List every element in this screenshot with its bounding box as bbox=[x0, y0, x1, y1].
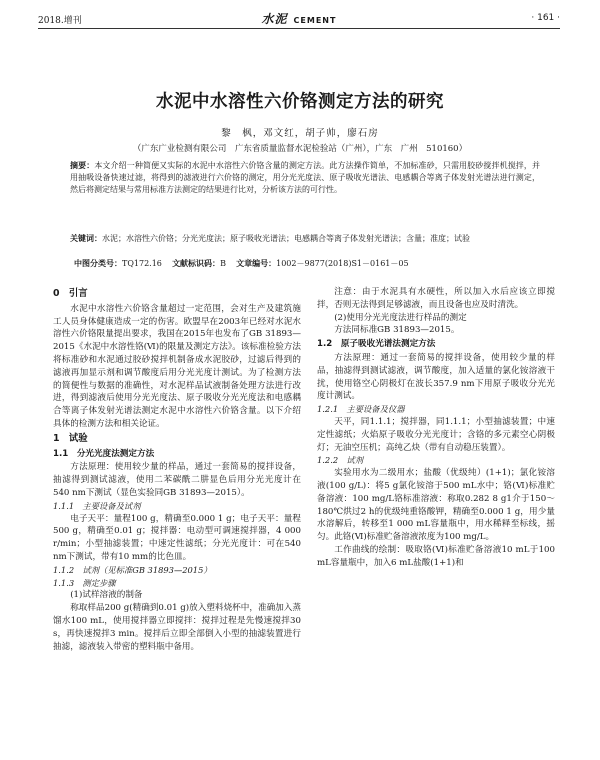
paper-title: 水泥中水溶性六价铬测定方法的研究 bbox=[156, 92, 444, 112]
affiliation: （广东广业检测有限公司 广东省质量监督水泥检验站（广州），广东 广州 510160） bbox=[132, 144, 468, 154]
subsubsection-heading: 1.1.1 主要设备及试剂 bbox=[53, 500, 141, 511]
subsubsection-heading: 1.1.3 测定步骤 bbox=[53, 577, 116, 588]
paragraph: 工作曲线的绘制：吸取铬(Ⅵ)标准贮备溶液10 mL于100 mL容量瓶中，加入6 mL盐酸(1+1)和 bbox=[317, 544, 555, 568]
clc-label: 中图分类号： bbox=[74, 259, 122, 268]
paragraph: 电子天平：量程100 g，精确至0.000 1 g；电子天平：量程500 g，精确至0.01 g；搅拌器：电动型可调速搅拌器，4 000 r/min；小型抽滤装置；中速定性滤纸；分光光度计：可在540 nm下测试，带有10 mm的比色皿。 bbox=[53, 513, 301, 562]
doc-code-value: B bbox=[220, 259, 226, 268]
journal-logo bbox=[262, 10, 337, 27]
section-heading: 0 引言 bbox=[53, 288, 88, 299]
classification-line bbox=[74, 258, 544, 269]
left-column bbox=[53, 286, 301, 653]
paragraph: 天平，同1.1.1；搅拌器，同1.1.1；小型抽滤装置；中速定性滤纸；火焰原子吸收分光光度计；含铬的多元素空心阴极灯；无油空压机；高纯乙炔（带有自动稳压装置）。 bbox=[317, 416, 555, 453]
running-header bbox=[38, 10, 560, 29]
article-id-label: 文章编号： bbox=[236, 259, 277, 268]
subsection-heading: 1.2 原子吸收光谱法测定方法 bbox=[317, 339, 436, 350]
keywords bbox=[70, 233, 540, 245]
logo-cn: 水泥 bbox=[261, 12, 288, 26]
logo-en: CEMENT bbox=[293, 16, 337, 25]
paragraph: 实验用水为二级用水；盐酸（优级纯）(1+1)；氯化铵溶液(100 g/L)：将5 g氯化铵溶于500 mL水中；铬(Ⅵ)标准贮备溶液：100 mg/L铬标准溶液：称取0.282 8 g1介于150～180℃烘过2 h的优级纯重铬酸钾，精确至0.000 1 g，用少量水溶解后，转移至1 000 mL容量瓶中，用水稀释至标线，摇匀。此铬(Ⅵ)标准贮备溶液浓度为100 mg/L。 bbox=[317, 468, 555, 543]
authors: 黎 枫，邓文红，胡子帅，廖石房 bbox=[221, 128, 379, 139]
paragraph: 方法同标准GB 31893—2015。 bbox=[334, 325, 460, 336]
abstract bbox=[70, 160, 540, 197]
paragraph: (2)使用分光光度法进行样品的测定 bbox=[334, 312, 467, 323]
paragraph: 水泥中水溶性六价铬含量超过一定范围，会对生产及建筑施工人员身体健康造成一定的伤害。欧盟早在2003年已经对水泥水溶性六价铬限量提出要求，我国在2015年也发布了GB 31893—2015《水泥中水溶性铬(Ⅵ)的限量及测定方法》。该标准检验方法将标准砂和水泥通过胶砂搅拌机制备成水泥胶砂，过滤后得到的滤液再加显示剂和调节酸度后用分光光度计测试。为了检测方法的简便性与数据的准确性，对水泥样品试液制备处理方法进行改进，得到滤液后使用分光光度法、原子吸收分光光度法和电感耦合等离子体发射光谱法测定水泥中水溶性六价铬含量。以下介绍具体的检测方法和相关论证。 bbox=[53, 303, 301, 429]
paragraph: 方法原理：使用较少量的样品，通过一套简易的搅拌设备，抽滤得到测试滤液，使用二苯碳酰二肼显色后用分光光度计在540 nm下测试（显色实验同GB 31893—2015）。 bbox=[53, 462, 301, 498]
keywords-text: 水泥；水溶性六价铬；分光光度法；原子吸收光谱法；电感耦合等离子体发射光谱法；含量；准度；试验 bbox=[102, 234, 470, 243]
doc-code-label: 文献标识码： bbox=[172, 259, 221, 268]
subsubsection-heading: 1.2.2 试剂 bbox=[317, 455, 364, 466]
paragraph: 注意：由于水泥具有水硬性，所以加入水后应该立即搅拌，否则无法得到足够滤液，而且设备也应及时清洗。 bbox=[317, 287, 555, 310]
right-column bbox=[317, 286, 555, 570]
issue-label: 2018.增刊 bbox=[38, 16, 82, 26]
abstract-text: 本文介绍一种简便又实际的水泥中水溶性六价铬含量的测定方法。此方法操作简单，不加标准砂，只需用胶砂搅拌机搅拌，并用抽吸设备快速过滤，将得到的滤液进行六价铬的测定，用分光光度法、原子吸收光谱法、电感耦合等离子体发射光谱法进行测定，然后将测定结果与常用标准方法测定的结果进行比对，分析该方法的可行性。 bbox=[70, 161, 541, 195]
article-id-value: 1002－9877(2018)S1－0161－05 bbox=[276, 259, 409, 268]
subsubsection-heading: 1.1.2 试剂（见标准GB 31893—2015） bbox=[53, 564, 212, 575]
paragraph: (1)试样溶液的制备 bbox=[70, 590, 143, 601]
keywords-label: 关键词： bbox=[70, 234, 102, 243]
abstract-label: 摘要： bbox=[70, 161, 95, 170]
clc-value: TQ172.16 bbox=[122, 259, 162, 268]
subsection-heading: 1.1 分光光度法测定方法 bbox=[53, 448, 155, 459]
paragraph: 称取样品200 g(精确到0.01 g)放入塑料烧杯中，准确加入蒸馏水100 mL，使用搅拌器立即搅拌：搅拌过程是先慢速搅拌30 s，再快速搅拌3 min。搅拌后立即全部倒入小型的抽滤装置进行抽滤，滤液装入带密的塑料瓶中备用。 bbox=[53, 603, 301, 652]
paragraph: 方法原理：通过一套简易的搅拌设备，使用较少量的样品，抽滤得到测试滤液，调节酸度，加入适量的氯化铵溶液干扰，使用铬空心阴极灯在波长357.9 nm下用原子吸收分光光度计测试。 bbox=[317, 352, 555, 402]
page-number: · 161 · bbox=[531, 13, 560, 23]
section-heading: 1 试验 bbox=[53, 432, 88, 444]
subsubsection-heading: 1.2.1 主要设备及仪器 bbox=[317, 404, 405, 415]
